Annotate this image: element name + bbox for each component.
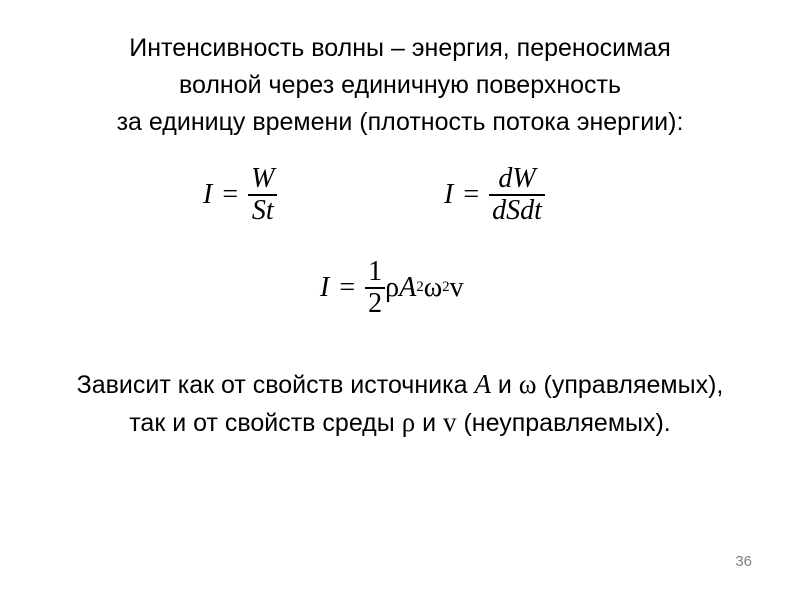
fraction-numerator: W (251, 163, 275, 194)
conclusion-text: Зависит как от свойств источника (76, 371, 475, 399)
fraction (248, 164, 277, 226)
heading-line-1: Интенсивность волны – энергия, переносимая (129, 34, 671, 62)
formula-intensity-wave (320, 257, 464, 319)
slide-conclusion (0, 366, 800, 442)
angular-frequency-symbol: ω (423, 271, 443, 303)
heading-line-2: волной через единичную поверхность (178, 71, 622, 99)
density-symbol: ρ (401, 407, 416, 437)
formula-lhs: I (444, 178, 454, 210)
conclusion-line-1 (0, 366, 800, 404)
angular-frequency-symbol: ω (518, 369, 537, 399)
fraction-numerator: dW (498, 163, 536, 194)
conclusion-text: так и от свойств среды (129, 409, 402, 437)
formula-intensity-basic (203, 164, 277, 226)
amplitude-symbol: A (399, 271, 417, 303)
equals-sign: = (463, 178, 480, 210)
density-symbol: ρ (385, 271, 400, 303)
amplitude-exponent: 2 (416, 279, 424, 296)
conjunction-text: и (490, 371, 519, 399)
fraction (489, 164, 545, 226)
velocity-symbol: v (443, 407, 457, 437)
conclusion-line-2 (0, 404, 800, 442)
conclusion-text: (управляемых), (536, 371, 724, 399)
heading-line-3: за единицу времени (плотность потока энергии): (116, 108, 684, 136)
angular-frequency-exponent: 2 (442, 279, 450, 296)
formula-lhs: I (320, 271, 330, 303)
fraction-numerator: 1 (368, 256, 383, 287)
fraction-one-half (365, 257, 385, 319)
slide-heading (0, 30, 800, 141)
formula-lhs: I (203, 178, 213, 210)
equals-sign: = (222, 178, 239, 210)
fraction-denominator: dSdt (492, 194, 542, 226)
fraction-denominator: St (251, 194, 274, 226)
formula-intensity-differential (444, 164, 545, 226)
conclusion-text: (неуправляемых). (456, 409, 671, 437)
velocity-symbol: v (449, 271, 464, 303)
equals-sign: = (339, 271, 356, 303)
page-number: 36 (735, 553, 752, 570)
conjunction-text: и (415, 409, 444, 437)
fraction-denominator: 2 (368, 287, 383, 319)
amplitude-symbol: A (474, 369, 491, 399)
